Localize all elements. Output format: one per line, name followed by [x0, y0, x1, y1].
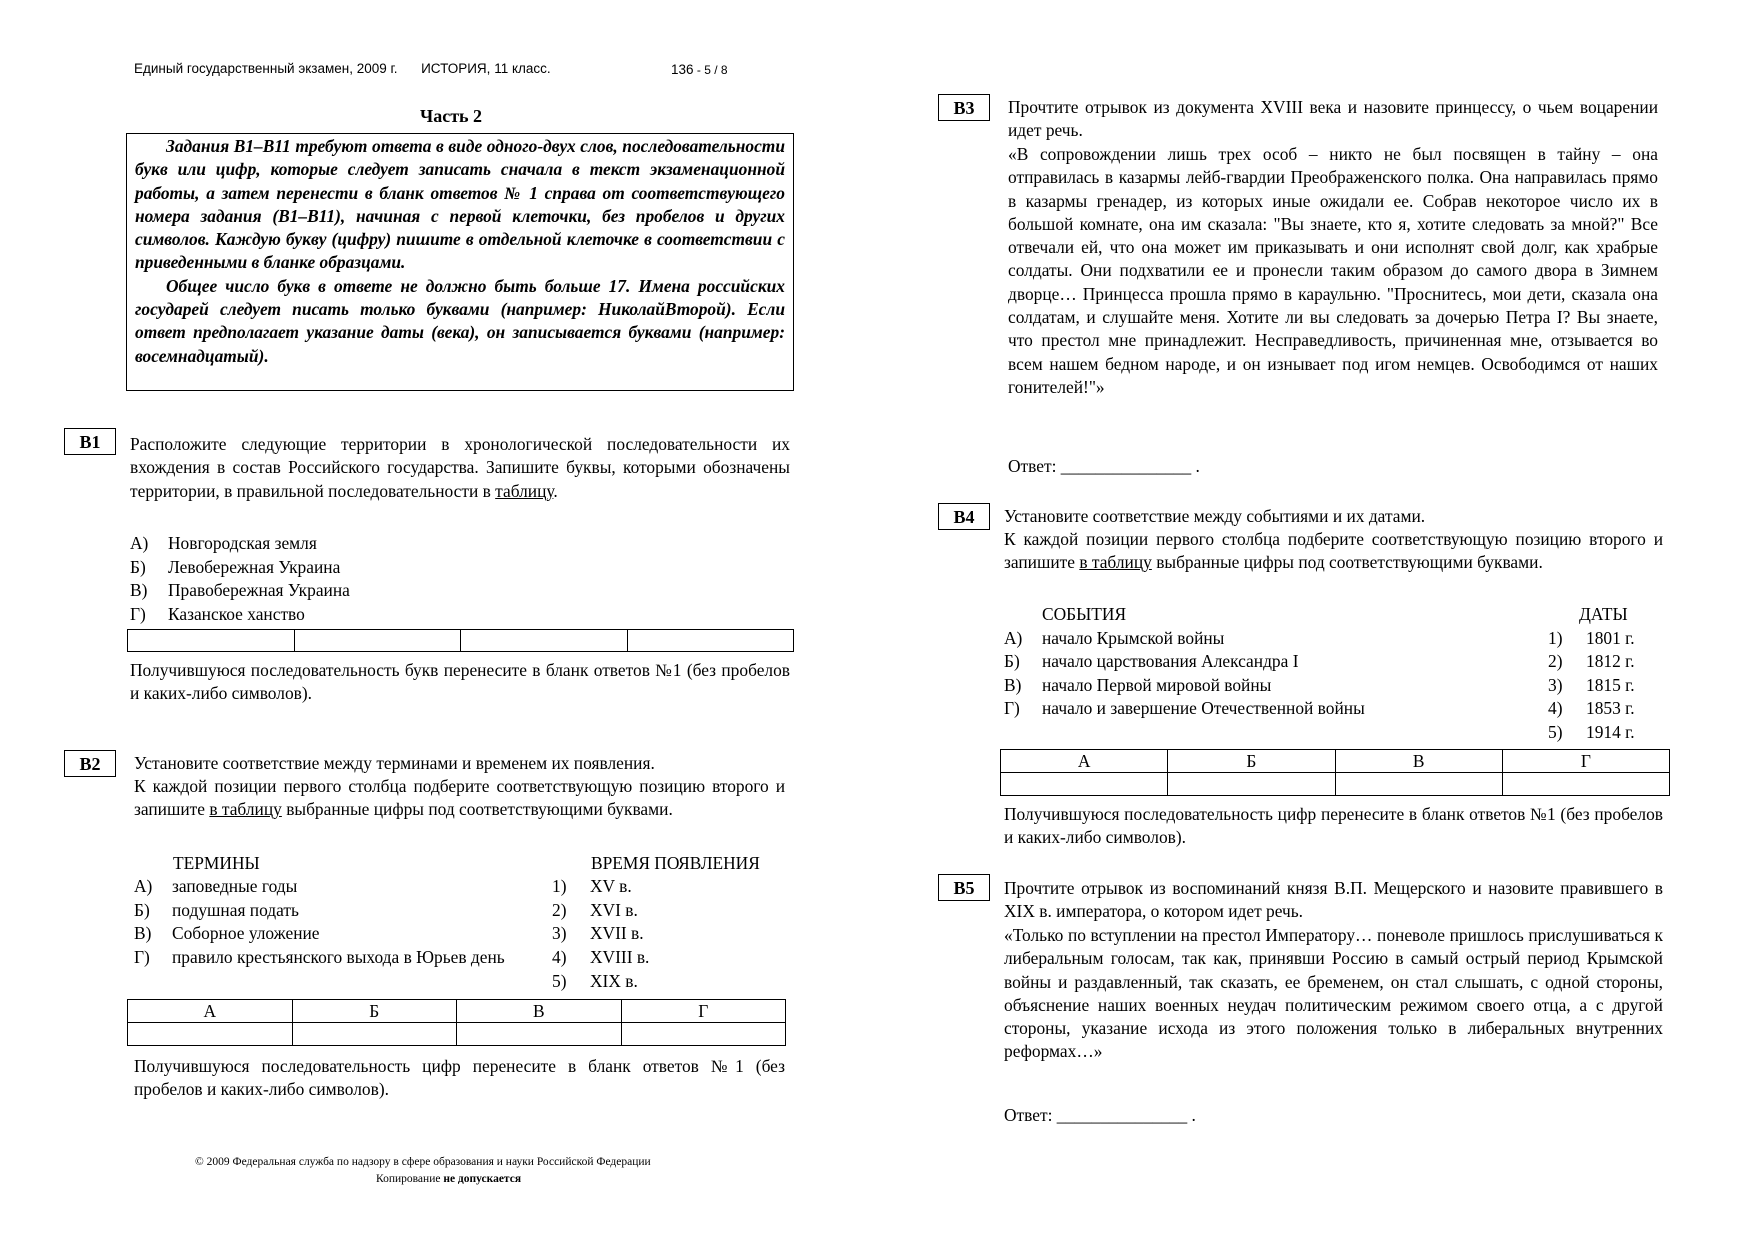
copy-notice: Копирование не допускается	[376, 1173, 522, 1185]
b2-left-a: А) заповедные годы	[134, 876, 298, 896]
b4-right-5: 5) 1914 г.	[1548, 722, 1635, 742]
b2-answer-cell[interactable]	[621, 1023, 786, 1046]
b2-col-terms: ТЕРМИНЫ	[173, 853, 260, 873]
b4-transfer-note: Получившуюся последовательность цифр перенесите в бланк ответов №1 (без пробелов и каких-либо символов).	[1004, 804, 1663, 848]
task-b5-label: B5	[938, 874, 990, 901]
b2-header-b: Б	[292, 1000, 457, 1023]
b2-right-4: 4) XVIII в.	[552, 947, 650, 967]
b1-answer-cell[interactable]	[627, 630, 794, 652]
b1-answer-cell[interactable]	[128, 630, 295, 652]
b1-item-b: Б) Левобережная Украина	[130, 557, 341, 577]
b4-answer-cell[interactable]	[1001, 773, 1168, 796]
b5-quote: «Только по вступлении на престол Императору… поневоле пришлось прислушиваться к либеральным голосам, так как, принявши Россию в самый острый период Крымской войны и раздавленный, так сказать, ее бременем, он стал слышать, с одной стороны, объяснение наших военных неудач политическим режимом своего отца, а с другой стороны, указание исхода из этого положения только в либеральных внутренних реформах…»	[1004, 925, 1663, 1062]
b4-header-d: Г	[1502, 750, 1669, 773]
b4-col-events: СОБЫТИЯ	[1042, 604, 1127, 624]
table-link: в таблицу	[1079, 552, 1152, 573]
b4-right-3: 3) 1815 г.	[1548, 675, 1635, 695]
b2-instruction: К каждой позиции первого столбца подберите соответствующую позицию второго и запишите в таблицу выбранные цифры под соответствующими буквами.	[134, 776, 785, 820]
b4-answer-cell[interactable]	[1502, 773, 1669, 796]
b4-answer-cell[interactable]	[1168, 773, 1335, 796]
b2-header-a: А	[128, 1000, 293, 1023]
b2-header-c: В	[457, 1000, 622, 1023]
b2-left-c: В) Соборное уложение	[134, 923, 320, 943]
b3-quote: «В сопровождении лишь трех особ – никто не был посвящен в тайну – она отправилась в казармы лейб-гвардии Преображенского полка. Она направилась прямо в казармы гренадер, из которых иные ожидали ее. Собрав некоторое число их в большой комнате, она им сказала: "Вы знаете, кто я, хотите следовать за мной?" Все отвечали ей, что она может им приказывать и они исполнят свой долг, как храбрые солдаты. Они подхватили ее и пронесли таким образом до самого двора в Зимнем дворце… Принцесса прошла прямо в караульню. "Проснитесь, мои дети, сказала она солдатам, и слушайте меня. Хотите ли вы следовать за дочерью Петра I? Вы знаете, что престол мне принадлежит. Несправедливость, причиненная мне, отзывается во всем нашем бедном народе, и он изнывает под игом немцев. Освободимся от наших гонителей!"»	[1008, 144, 1658, 397]
b2-left-d: Г) правило крестьянского выхода в Юрьев день	[134, 947, 505, 967]
table-link: таблицу	[495, 480, 554, 501]
instructions-paragraph-1: Задания B1–B11 требуют ответа в виде одного-двух слов, последовательности букв или цифр, которые следует записать сначала в текст экзаменационной работы, а затем перенести в бланк ответов № 1 справа от соответствующего номера задания (B1–B11), начиная с первой клеточки, без пробелов и других символов. Каждую букву (цифру) пишите в отдельной клеточке в соответствии с приведенными в бланке образцами.	[135, 136, 785, 273]
b2-right-5: 5) XIX в.	[552, 971, 638, 991]
grade: 11 класс.	[494, 61, 551, 76]
b2-right-3: 3) XVII в.	[552, 923, 644, 943]
b1-answer-cell[interactable]	[294, 630, 461, 652]
b4-right-2: 2) 1812 г.	[1548, 651, 1635, 671]
b1-answer-table	[127, 629, 794, 652]
task-b3-label: B3	[938, 94, 990, 121]
b4-answer-table	[1000, 749, 1670, 796]
b5-question: Прочтите отрывок из воспоминаний князя В.П. Мещерского и назовите правившего в XIX в. императора, о котором идет речь.	[1004, 878, 1663, 922]
b3-answer-field[interactable]: Ответ: _______________ .	[1008, 456, 1200, 476]
b4-instruction: К каждой позиции первого столбца подберите соответствующую позицию второго и запишите в таблицу выбранные цифры под соответствующими буквами.	[1004, 529, 1663, 573]
b2-intro: Установите соответствие между терминами и временем их появления.	[134, 753, 655, 773]
b2-left-b: Б) подушная подать	[134, 900, 299, 920]
b1-item-d: Г) Казанское ханство	[130, 604, 305, 624]
b3-question: Прочтите отрывок из документа XVIII века и назовите принцессу, о чьем воцарении идет речь.	[1008, 97, 1658, 141]
subject-name: ИСТОРИЯ,	[421, 61, 491, 76]
task-b1-text: Расположите следующие территории в хронологической последовательности их вхождения в состав Российского государства. Запишите буквы, которыми обозначены территории, в правильной последовательности в таблицу.	[130, 434, 790, 501]
b2-right-1: 1) XV в.	[552, 876, 632, 896]
b4-intro: Установите соответствие между событиями и их датами.	[1004, 506, 1426, 526]
b4-answer-cell[interactable]	[1335, 773, 1502, 796]
b2-transfer-note: Получившуюся последовательность цифр перенесите в бланк ответов №1 (без пробелов и каких-либо символов).	[134, 1056, 785, 1100]
b4-left-a: А) начало Крымской войны	[1004, 628, 1225, 648]
b2-answer-cell[interactable]	[128, 1023, 293, 1046]
b1-transfer-note: Получившуюся последовательность букв перенесите в бланк ответов №1 (без пробелов и каких-либо символов).	[130, 660, 790, 704]
b4-right-1: 1) 1801 г.	[1548, 628, 1635, 648]
b4-right-4: 4) 1853 г.	[1548, 698, 1635, 718]
b5-answer-field[interactable]: Ответ: _______________ .	[1004, 1105, 1196, 1125]
b4-header-a: А	[1001, 750, 1168, 773]
exam-name: Единый государственный экзамен, 2009 г.	[134, 61, 398, 76]
b2-answer-cell[interactable]	[292, 1023, 457, 1046]
b2-answer-cell[interactable]	[457, 1023, 622, 1046]
b4-left-b: Б) начало царствования Александра I	[1004, 651, 1299, 671]
task-b1-label: B1	[64, 428, 116, 455]
b2-right-2: 2) XVI в.	[552, 900, 638, 920]
task-b4-label: B4	[938, 503, 990, 530]
b1-answer-cell[interactable]	[461, 630, 628, 652]
part-title: Часть 2	[420, 106, 483, 126]
b1-item-c: В) Правобережная Украина	[130, 580, 350, 600]
b4-left-d: Г) начало и завершение Отечественной войны	[1004, 698, 1365, 718]
b1-item-a: А) Новгородская земля	[130, 533, 317, 553]
b2-answer-table	[127, 999, 786, 1046]
task-b2-label: B2	[64, 750, 116, 777]
copyright: © 2009 Федеральная служба по надзору в сфере образования и науки Российской Федерации	[195, 1156, 651, 1168]
table-link: в таблицу	[209, 799, 282, 820]
b4-header-b: Б	[1168, 750, 1335, 773]
variant-code: 136 - 5 / 8	[671, 62, 728, 77]
b2-col-time: ВРЕМЯ ПОЯВЛЕНИЯ	[591, 853, 760, 873]
page-header	[134, 61, 551, 76]
b2-header-d: Г	[621, 1000, 786, 1023]
b4-col-dates: ДАТЫ	[1579, 604, 1628, 624]
b4-left-c: В) начало Первой мировой войны	[1004, 675, 1272, 695]
page-counter: - 5 / 8	[693, 63, 728, 77]
b4-header-c: В	[1335, 750, 1502, 773]
instructions-paragraph-2: Общее число букв в ответе не должно быть больше 17. Имена российских государей следует писать только буквами (например: НиколайВторой). Если ответ предполагает указание даты (века), он записывается буквами (например: восемнадцатый).	[135, 275, 785, 366]
instructions-box	[126, 133, 794, 391]
